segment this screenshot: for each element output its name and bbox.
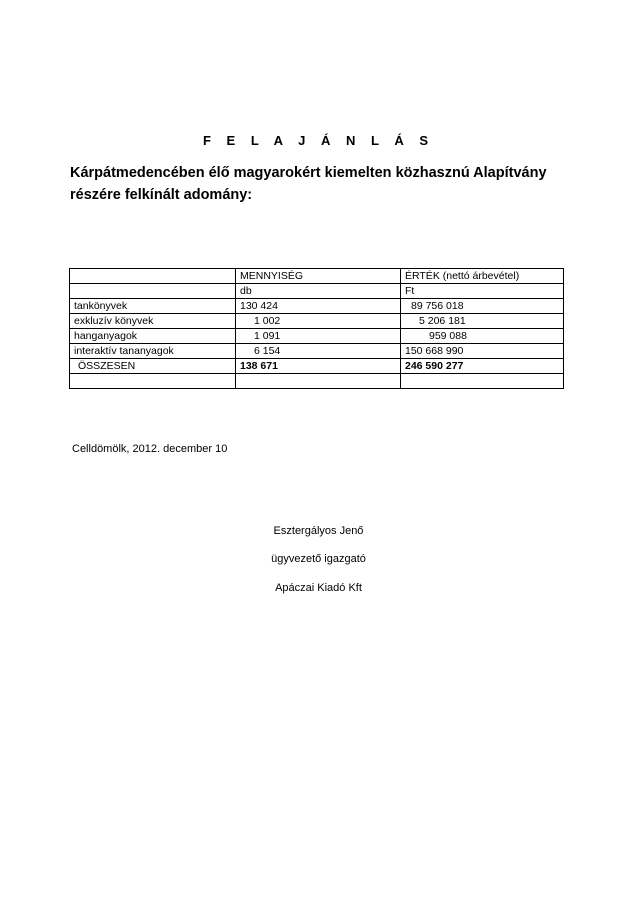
row-quantity: 130 424 [236, 299, 401, 314]
donation-table [69, 268, 564, 389]
empty-cell [236, 374, 401, 389]
row-item: interaktív tananyagok [70, 344, 236, 359]
table-total-row [70, 359, 564, 374]
table-row [70, 329, 564, 344]
total-value: 246 590 277 [401, 359, 564, 374]
total-label: ÖSSZESEN [70, 359, 236, 374]
row-value: 89 756 018 [401, 299, 564, 314]
empty-cell [401, 374, 564, 389]
row-item: hanganyagok [70, 329, 236, 344]
table-units-row [70, 284, 564, 299]
total-quantity: 138 671 [236, 359, 401, 374]
row-value: 150 668 990 [401, 344, 564, 359]
row-quantity: 1 091 [236, 329, 401, 344]
row-value: 5 206 181 [401, 314, 564, 329]
header-cell-quantity: MENNYISÉG [236, 269, 401, 284]
units-cell-quantity: db [236, 284, 401, 299]
row-item: tankönyvek [70, 299, 236, 314]
table-row [70, 314, 564, 329]
table-row [70, 299, 564, 314]
units-cell-item [70, 284, 236, 299]
header-cell-value: ÉRTÉK (nettó árbevétel) [401, 269, 564, 284]
row-value: 959 088 [401, 329, 564, 344]
row-quantity: 6 154 [236, 344, 401, 359]
units-cell-value: Ft [401, 284, 564, 299]
document-subtitle: Kárpátmedencében élő magyarokért kiemelten közhasznú Alapítvány részére felkínált adomány: [70, 165, 547, 203]
signature-name: Esztergályos Jenő [273, 525, 364, 537]
row-item: exkluzív könyvek [70, 314, 236, 329]
header-cell-item [70, 269, 236, 284]
place-date: Celldömölk, 2012. december 10 [72, 443, 228, 455]
signature-role: ügyvezető igazgató [271, 553, 366, 565]
signature-company: Apáczai Kiadó Kft [275, 582, 362, 594]
row-quantity: 1 002 [236, 314, 401, 329]
document-title: F E L A J Á N L Á S [202, 133, 435, 148]
table-empty-row [70, 374, 564, 389]
table-header-row [70, 269, 564, 284]
table-row [70, 344, 564, 359]
empty-cell [70, 374, 236, 389]
